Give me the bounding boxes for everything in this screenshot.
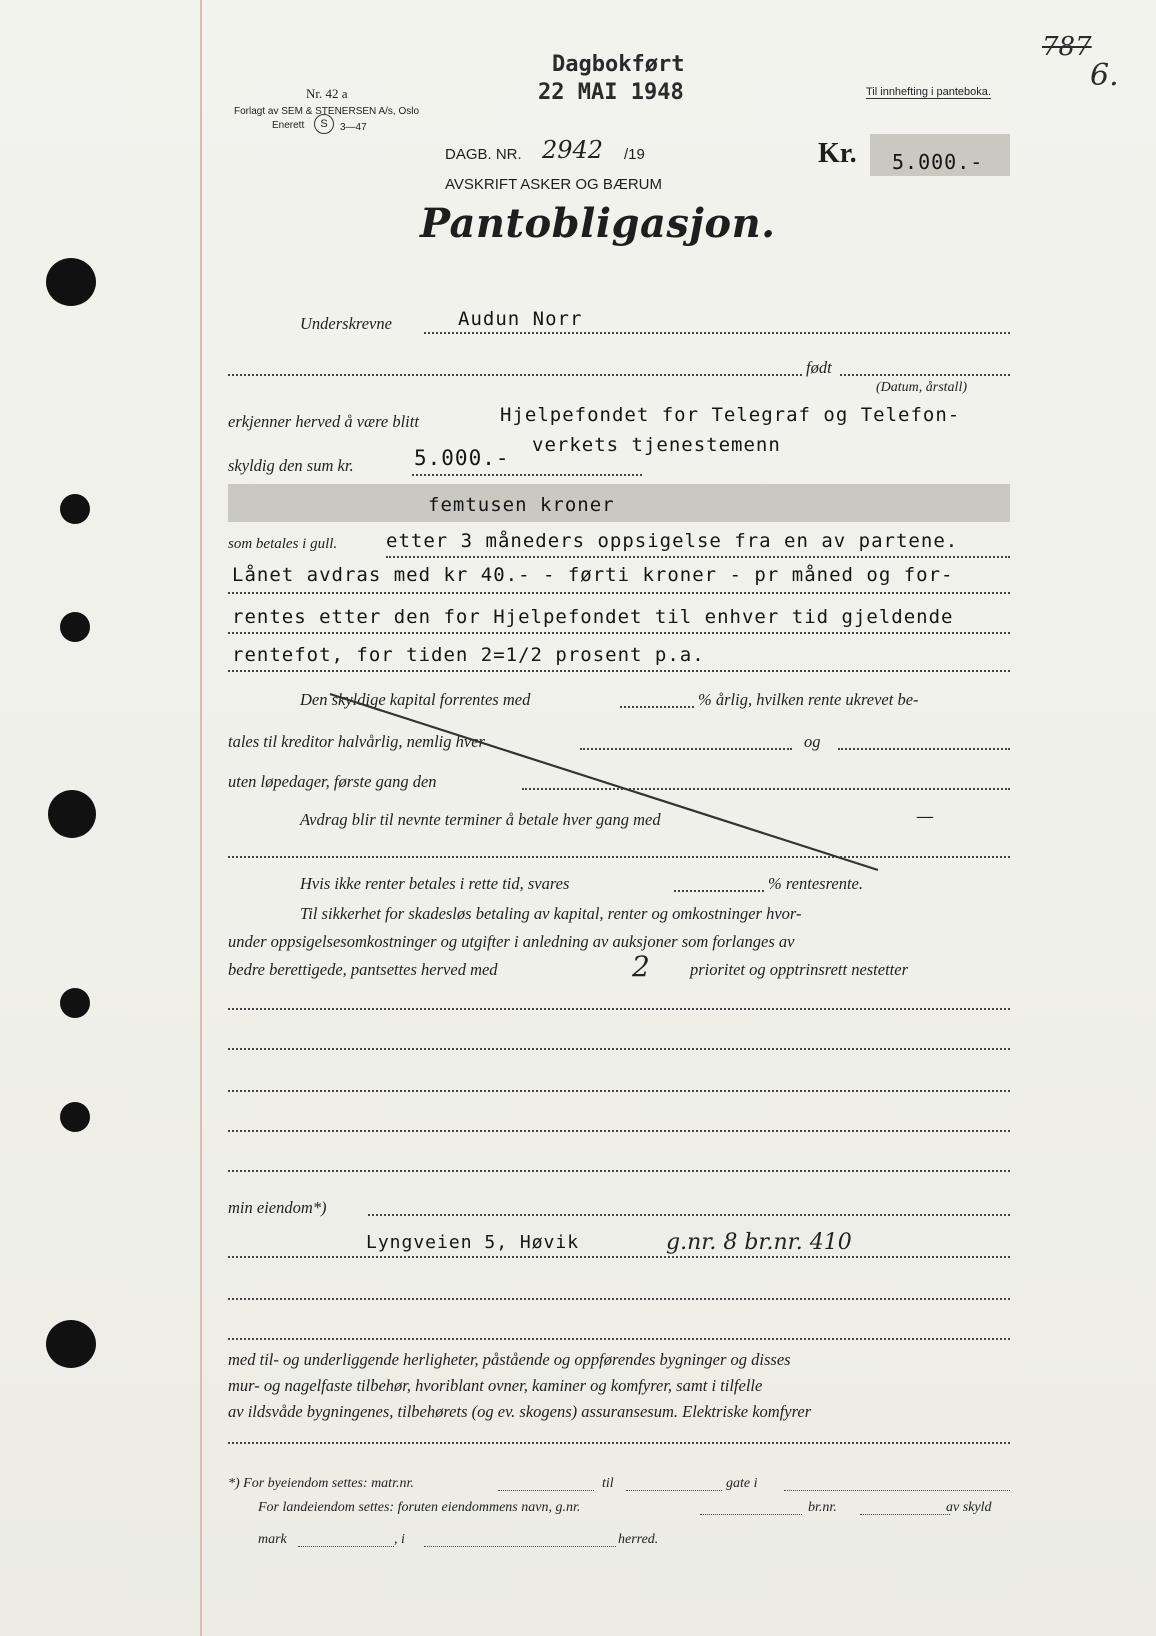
terms-line-1: etter 3 måneders oppsigelse fra en av partene. (386, 530, 959, 552)
dotted-line (228, 1338, 1010, 1340)
sikkerhet-line-1: Til sikkerhet for skadesløs betaling av kapital, renter og omkostninger hvor- (300, 904, 802, 923)
footnote-brnr: br.nr. (808, 1500, 837, 1515)
dotted-line (228, 1008, 1010, 1010)
corner-number: 6. (1090, 58, 1119, 93)
publisher-code: 3—47 (340, 122, 367, 133)
rentesrente-text: % rentesrente. (768, 874, 863, 893)
dotted-line (228, 1048, 1010, 1050)
fodt-label: født (806, 358, 832, 377)
skyldig-label: skyldig den sum kr. (228, 456, 354, 475)
dotted-line (424, 1546, 616, 1547)
publisher-logo-icon: S (314, 114, 334, 134)
dotted-line (228, 1170, 1010, 1172)
terms-line-4: rentefot, for tiden 2=1/2 prosent p.a. (232, 644, 705, 666)
sikkerhet-line-2: under oppsigelsesomkostninger og utgifter i anledning av auksjoner som forlanges av (228, 932, 795, 951)
erkjenner-label: erkjenner herved å være blitt (228, 412, 419, 431)
eiendom-label: min eiendom*) (228, 1198, 327, 1217)
dotted-line (368, 1214, 1010, 1216)
kapital-rate-text: % årlig, hvilken rente ukrevet be- (698, 690, 919, 709)
page-title: Pantobligasjon. (420, 200, 776, 247)
creditor-line-1: Hjelpefondet for Telegraf og Telefon- (500, 404, 961, 426)
kr-label: Kr. (818, 138, 857, 169)
footnote-gate: gate i (726, 1476, 758, 1491)
dotted-line (700, 1514, 802, 1515)
footnote-skyld: av skyld (946, 1500, 992, 1515)
stamp-date: 22 MAI 1948 (538, 80, 684, 105)
dotted-line (228, 1090, 1010, 1092)
avskrift-label: AVSKRIFT ASKER OG BÆRUM (445, 176, 662, 193)
terms-line-3: rentes etter den for Hjelpefondet til enhver tid gjeldende (232, 606, 954, 628)
skyldig-value: 5.000.- (414, 446, 510, 470)
footnote-herred: herred. (618, 1532, 659, 1547)
dagb-label: DAGB. NR. (445, 146, 522, 163)
renter-text: Hvis ikke renter betales i rette tid, svares (300, 874, 570, 893)
top-right-note: Til innhefting i panteboka. (866, 86, 991, 98)
herlig-line-1: med til- og underliggende herligheter, påstående og oppførendes bygninger og disses (228, 1350, 791, 1369)
dotted-line (674, 890, 764, 892)
dotted-line (298, 1546, 394, 1547)
stamp-title: Dagbokført (552, 52, 685, 77)
publisher-enerett: Enerett (272, 120, 305, 131)
underskrevne-value: Audun Norr (458, 308, 583, 330)
corner-number-crossed: 787 (1042, 32, 1092, 62)
betales-label: som betales i gull. (228, 536, 338, 552)
herlig-line-3: av ildsvåde bygningenes, tilbehørets (og ev. skogens) assuransesum. Elektriske komfyrer (228, 1402, 812, 1421)
creditor-line-2: verkets tjenestemenn (532, 434, 781, 456)
avdrag-dash: — (916, 806, 934, 827)
dotted-line (228, 1256, 1010, 1258)
amount-words: femtusen kroner (428, 494, 615, 516)
tales-og: og (804, 732, 821, 751)
prioritet-value: 2 (632, 950, 650, 983)
dotted-line (228, 1130, 1010, 1132)
terms-line-2: Lånet avdras med kr 40.- - førti kroner - pr måned og for- (232, 564, 954, 586)
gnr-value: g.nr. 8 br.nr. 410 (666, 1230, 852, 1255)
footnote-line-3: mark (258, 1532, 287, 1547)
form-number: Nr. 42 a (306, 86, 348, 101)
dotted-line (860, 1514, 950, 1515)
kr-amount: 5.000.- (892, 150, 984, 174)
footnote-til: til (602, 1476, 614, 1491)
address-value: Lyngveien 5, Høvik (366, 1232, 580, 1253)
footnote-line-2: For landeiendom settes: foruten eiendommens navn, g.nr. (258, 1500, 581, 1515)
prioritet-text: prioritet og opptrinsrett nestetter (690, 960, 909, 979)
datum-label: (Datum, årstall) (876, 380, 967, 395)
dotted-line (784, 1490, 1010, 1491)
dotted-line (228, 1442, 1010, 1444)
dotted-line (626, 1490, 722, 1491)
avdrag-text: Avdrag blir til nevnte terminer å betale hver gang med (300, 810, 661, 829)
dagb-year: /19 (624, 146, 645, 163)
footnote-line-1: *) For byeiendom settes: matr.nr. (228, 1476, 414, 1491)
kapital-text: Den skyldige kapital forrentes med (300, 690, 531, 709)
herlig-line-2: mur- og nagelfaste tilbehør, hvoriblant ovner, kaminer og komfyrer, samt i tilfelle (228, 1376, 763, 1395)
lopedager-text: uten løpedager, første gang den (228, 772, 437, 791)
publisher-line: Forlagt av SEM & STENERSEN A/s, Oslo (234, 106, 420, 117)
sikkerhet-line-3: bedre berettigede, pantsettes herved med (228, 960, 498, 979)
dotted-line (228, 1298, 1010, 1300)
dagb-number: 2942 (542, 136, 604, 164)
footnote-i: , i (394, 1532, 405, 1547)
tales-text: tales til kreditor halvårlig, nemlig hver (228, 732, 485, 751)
underskrevne-label: Underskrevne (300, 314, 392, 333)
dotted-line (498, 1490, 594, 1491)
